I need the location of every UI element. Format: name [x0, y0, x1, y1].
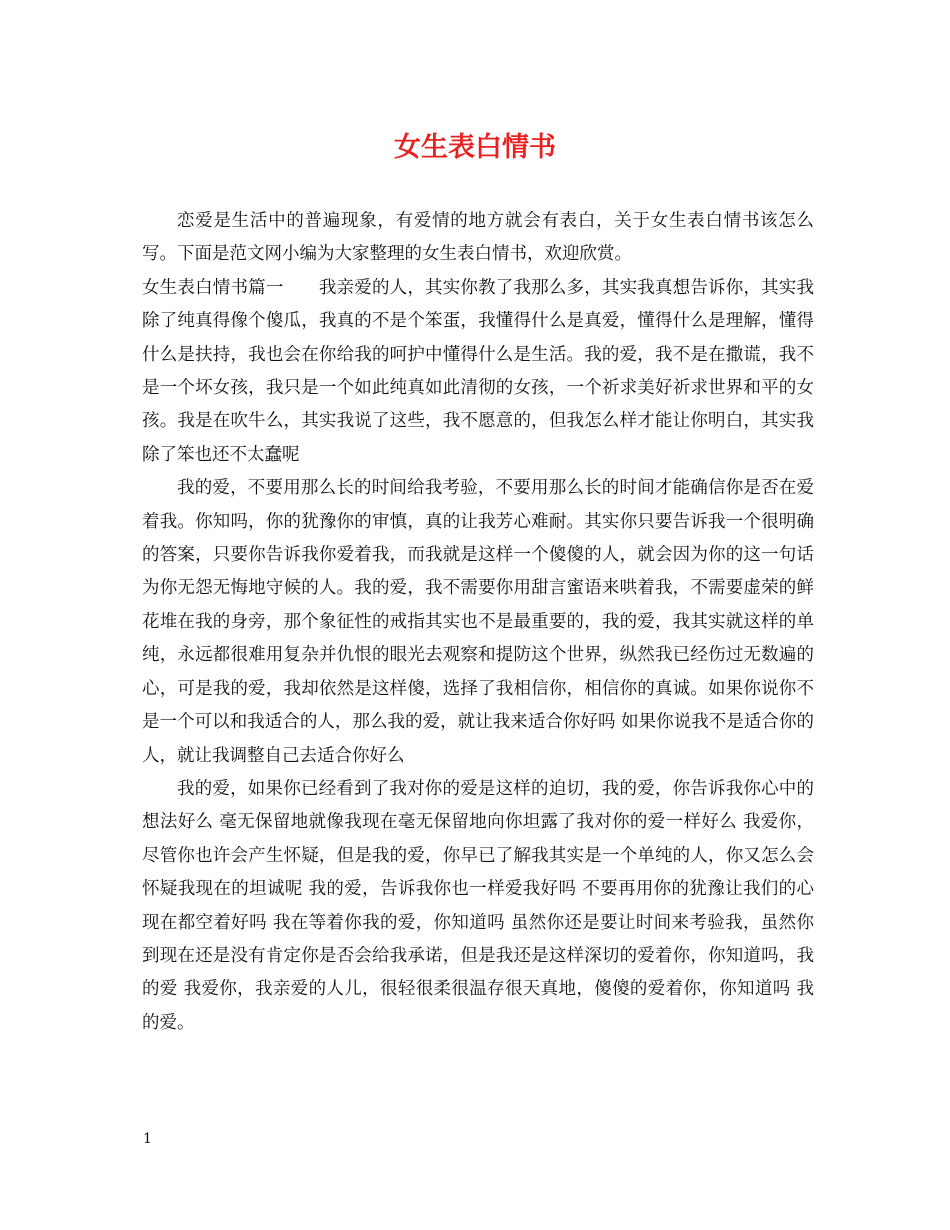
document-title: 女生表白情书 [394, 132, 556, 163]
document-body [142, 205, 814, 1040]
paragraph-letter-one: 女生表白情书篇一 我亲爱的人，其实你教了我那么多，其实我真想告诉你，其实我除了纯真得像个傻瓜，我真的不是个笨蛋，我懂得什么是真爱，懂得什么是理解，懂得什么是扶持，我也会在你给我的呵护中懂得什么是生活。我的爱，我不是在撒谎，我不是一个坏女孩，我只是一个如此纯真如此清彻的女孩，一个祈求美好祈求世界和平的女孩。我是在吹牛么，其实我说了这些，我不愿意的，但我怎么样才能让你明白，其实我除了笨也还不太蠢呢 [142, 277, 814, 465]
paragraph-body-two: 我的爱，不要用那么长的时间给我考验，不要用那么长的时间才能确信你是否在爱着我。你知吗，你的犹豫你的审慎，真的让我芳心难耐。其实你只要告诉我一个很明确的答案，只要你告诉我你爱着我，而我就是这样一个傻傻的人，就会因为你的这一句话为你无怨无悔地守候的人。我的爱，我不需要你用甜言蜜语来哄着我，不需要虚荣的鲜花堆在我的身旁，那个象征性的戒指其实也不是最重要的，我的爱，我其实就这样的单纯，永远都很难用复杂并仇恨的眼光去观察和提防这个世界，纵然我已经伤过无数遍的心，可是我的爱，我却依然是这样傻，选择了我相信你，相信你的真诚。如果你说你不是一个可以和我适合的人，那么我的爱，就让我来适合你好吗 如果你说我不是适合你的人，就让我调整自己去适合你好么 [142, 478, 814, 766]
page-number: 1 [143, 1131, 152, 1147]
paragraph-body-three: 我的爱，如果你已经看到了我对你的爱是这样的迫切，我的爱，你告诉我你心中的想法好么 毫无保留地就像我现在毫无保留地向你坦露了我对你的爱一样好么 我爱你，尽管你也许会产生怀疑，但是我的爱，你早已了解我其实是一个单纯的人，你又怎么会怀疑我现在的坦诚呢 我的爱，告诉我你也一样爱我好吗 不要再用你的犹豫让我们的心现在都空着好吗 我在等着你我的爱，你知道吗 虽然你还是要让时间来考验我，虽然你到现在还是没有肯定你是否会给我承诺，但是我还是这样深切的爱着你，你知道吗，我的爱 我爱你，我亲爱的人儿，很轻很柔很温存很天真地，傻傻的爱着你，你知道吗 我的爱。 [142, 778, 814, 1033]
paragraph-intro: 恋爱是生活中的普遍现象，有爱情的地方就会有表白，关于女生表白情书该怎么写。下面是范文网小编为大家整理的女生表白情书，欢迎欣赏。 [142, 211, 814, 265]
